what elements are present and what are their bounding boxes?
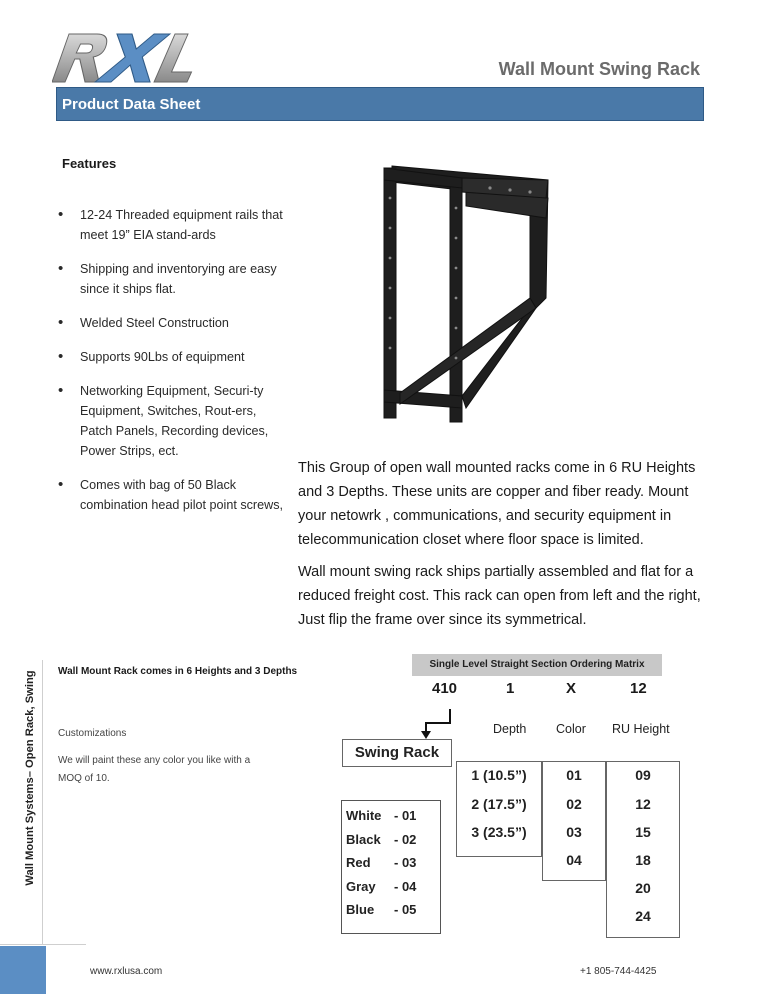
heights-heading: Wall Mount Rack comes in 6 Heights and 3 Depths — [58, 666, 298, 677]
depth-value: 1 (10.5”) — [471, 767, 527, 783]
corner-accent — [0, 946, 46, 994]
side-divider — [42, 660, 43, 944]
matrix-code-ru: 12 — [630, 680, 647, 697]
side-label: Wall Mount Systems– Open Rack, Swing — [24, 670, 36, 886]
ru-height-value: 18 — [635, 852, 651, 868]
feature-item: • Welded Steel Construction — [58, 313, 290, 333]
color-option: Black - 02 — [346, 832, 417, 847]
depth-value: 2 (17.5”) — [471, 796, 527, 812]
depth-value: 3 (23.5”) — [471, 824, 527, 840]
ru-height-value: 24 — [635, 908, 651, 924]
swing-rack-image — [370, 158, 558, 430]
matrix-code-base: 410 — [432, 680, 458, 697]
depth-header: Depth — [493, 722, 527, 736]
feature-item: • Supports 90Lbs of equipment — [58, 347, 290, 367]
footer-phone: +1 805-744-4425 — [580, 966, 657, 977]
description-paragraph-2: Wall mount swing rack ships partially assembled and flat for a reduced freight cost. This rack can open from left and the right, Just flip the frame over since its symmetrical. — [298, 564, 701, 628]
swing-rack-label: Swing Rack — [342, 739, 452, 767]
feature-item: • Networking Equipment, Securi-ty Equipment, Switches, Rout-ers, Patch Panels, Recording devices, Power Strips, ect. — [58, 381, 290, 461]
color-header: Color — [556, 722, 586, 736]
matrix-code-depth: 1 — [506, 680, 515, 697]
color-option: Red - 03 — [346, 855, 417, 870]
customizations-text: We will paint these any color you like with a MOQ of 10. — [58, 755, 251, 784]
color-option: Gray - 04 — [346, 879, 417, 894]
document-title: Wall Mount Swing Rack — [498, 59, 700, 79]
ru-height-value: 20 — [635, 880, 651, 896]
customizations-heading: Customizations — [58, 728, 127, 739]
color-code-value: 03 — [566, 824, 582, 840]
description-paragraph-1: This Group of open wall mounted racks come in 6 RU Heights and 3 Depths. These units are copper and fiber ready. Mount your netowrk , communications, and security equipment in telecommunication closet where floor space is limited. — [298, 460, 696, 548]
band-label: Product Data Sheet — [62, 96, 201, 113]
ru-height-value: 15 — [635, 824, 651, 840]
color-code-value: 02 — [566, 796, 582, 812]
feature-item: • Shipping and inventorying are easy since it ships flat. — [58, 259, 290, 299]
color-code-value: 01 — [566, 767, 582, 783]
features-heading: Features — [62, 156, 117, 171]
color-code-value: 04 — [566, 852, 582, 868]
matrix-title: Single Level Straight Section Ordering Matrix — [412, 654, 662, 676]
feature-item: • Comes with bag of 50 Black combination head pilot point screws, — [58, 475, 290, 515]
color-option: White - 01 — [346, 808, 417, 823]
features-list — [58, 205, 290, 529]
arrow-icon — [420, 707, 454, 741]
corner-divider — [0, 944, 86, 945]
feature-item: • 12-24 Threaded equipment rails that meet 19” EIA stand-ards — [58, 205, 290, 245]
matrix-code-color: X — [566, 680, 577, 697]
footer-website: www.rxlusa.com — [90, 966, 163, 977]
color-option: Blue - 05 — [346, 902, 417, 917]
rxl-logo — [52, 30, 202, 86]
ru-height-header: RU Height — [612, 722, 670, 736]
ru-height-value: 09 — [635, 767, 651, 783]
ru-height-value: 12 — [635, 796, 651, 812]
